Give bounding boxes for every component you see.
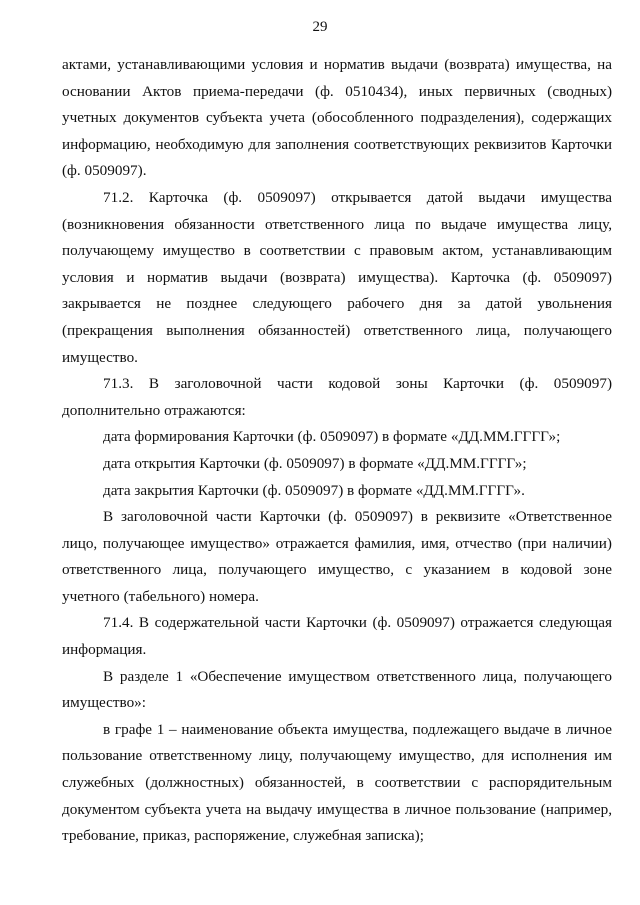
list-item: дата закрытия Карточки (ф. 0509097) в формате «ДД.ММ.ГГГГ». [103, 481, 525, 499]
paragraph: 71.3. В заголовочной части кодовой зоны Карточки (ф. 0509097) дополнительно отражаются: [62, 375, 612, 419]
paragraph: В разделе 1 «Обеспечение имуществом ответственного лица, получающего имущество»: [62, 667, 612, 712]
list-item: дата формирования Карточки (ф. 0509097) в формате «ДД.ММ.ГГГГ»; [103, 428, 561, 446]
paragraph: В заголовочной части Карточки (ф. 0509097) в реквизите «Ответственное лицо, получающее имущество» отражается фамилия, имя, отчество (при наличии) ответственного лица, получающего имущество, с указанием в кодовой зоне учетного (табельного) номера. [62, 508, 612, 605]
paragraph: актами, устанавливающими условия и норматив выдачи (возврата) имущества, на основании Актов приема-передачи (ф. 0510434), иных первичных (сводных) учетных документов субъекта учета (обособленного подразделения), содержащих информацию, необходимую для заполнения соответствующих реквизитов Карточки (ф. 0509097). [62, 56, 612, 180]
paragraph: 71.2. Карточка (ф. 0509097) открывается датой выдачи имущества (возникновения обязанности ответственного лица по выдаче имущества лицу, получающему имущество в соответствии с правовым актом, устанавливающим условия и норматив выдачи (возврата) имущества). Карточка (ф. 0509097) закрывается не позднее следующего рабочего дня за датой увольнения (прекращения выполнения обязанностей) ответственного лица, получающего имущество. [62, 188, 612, 366]
paragraph: 71.4. В содержательной части Карточки (ф. 0509097) отражается следующая информация. [62, 614, 612, 659]
paragraph: в графе 1 – наименование объекта имущества, подлежащего выдаче в личное пользование ответственному лицу, получающему имущество, для исполнения им служебных (должностных) обязанностей, в соответствии с распорядительным документом субъекта учета на выдачу имущества в личное пользование (например, требование, приказ, распоряжение, служебная записка); [62, 720, 612, 845]
page-number: 29 [312, 19, 328, 35]
document-body [62, 52, 612, 850]
list-item: дата открытия Карточки (ф. 0509097) в формате «ДД.ММ.ГГГГ»; [103, 454, 527, 472]
